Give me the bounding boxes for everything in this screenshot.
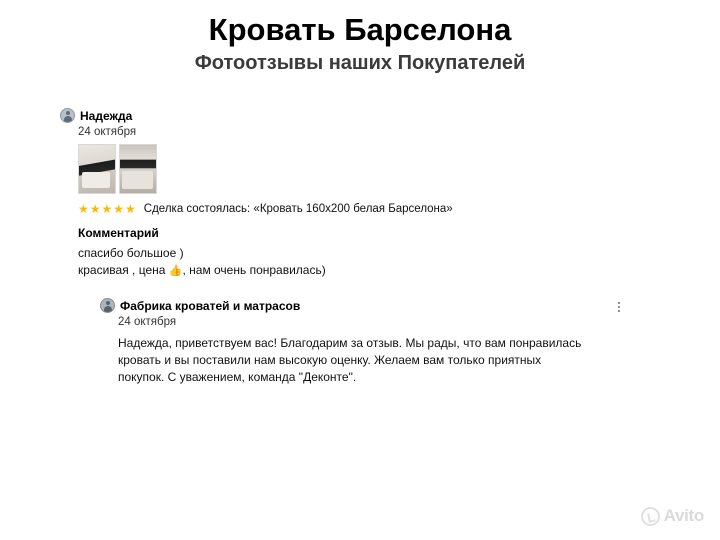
comment-line-2-part-a: красивая , цена: [78, 263, 169, 277]
review-photo-thumbnail[interactable]: [78, 144, 116, 194]
user-avatar-icon: [60, 108, 75, 123]
review-date: 24 октября: [78, 126, 137, 138]
header: [0, 0, 720, 76]
review-author-row: [60, 108, 660, 123]
comment-heading: Комментарий: [78, 226, 159, 240]
review-photo-thumbnail[interactable]: [119, 144, 157, 194]
reply-author-name[interactable]: Фабрика кроватей и матрасов: [120, 298, 301, 313]
review-rating-row: [78, 203, 660, 215]
kebab-menu-icon[interactable]: [612, 298, 626, 316]
watermark-text: Avito: [663, 506, 704, 525]
reply-date: 24 октября: [118, 316, 177, 328]
review-author-name[interactable]: Надежда: [80, 108, 133, 123]
comment-body: [78, 245, 660, 280]
page-title: Кровать Барселона: [208, 12, 512, 47]
seller-reply: [100, 298, 640, 386]
shop-avatar-icon: [100, 298, 115, 313]
deal-text: Сделка состоялась: «Кровать 160х200 белая Барселона»: [143, 203, 453, 215]
thumbs-up-icon: 👍: [168, 265, 183, 277]
comment-line-1: спасибо большое ): [78, 246, 184, 260]
rating-stars: ★★★★★: [78, 202, 137, 216]
reply-text: Надежда, приветствуем вас! Благодарим за отзыв. Мы рады, что вам понравилась кровать и вы поставили нам высокую оценку. Желаем вам только приятных покупок. С уважением, команда "Деконте".: [118, 336, 582, 384]
watermark: [641, 506, 704, 526]
reply-author-row: [100, 298, 640, 313]
comment-line-2: [78, 262, 660, 280]
comment-line-2-part-b: , нам очень понравилась): [182, 263, 326, 277]
page-subtitle: Фотоотзывы наших Покупателей: [194, 52, 526, 74]
review-photos: [78, 144, 660, 194]
avito-logo-icon: [641, 507, 660, 526]
review-card: [60, 108, 660, 386]
